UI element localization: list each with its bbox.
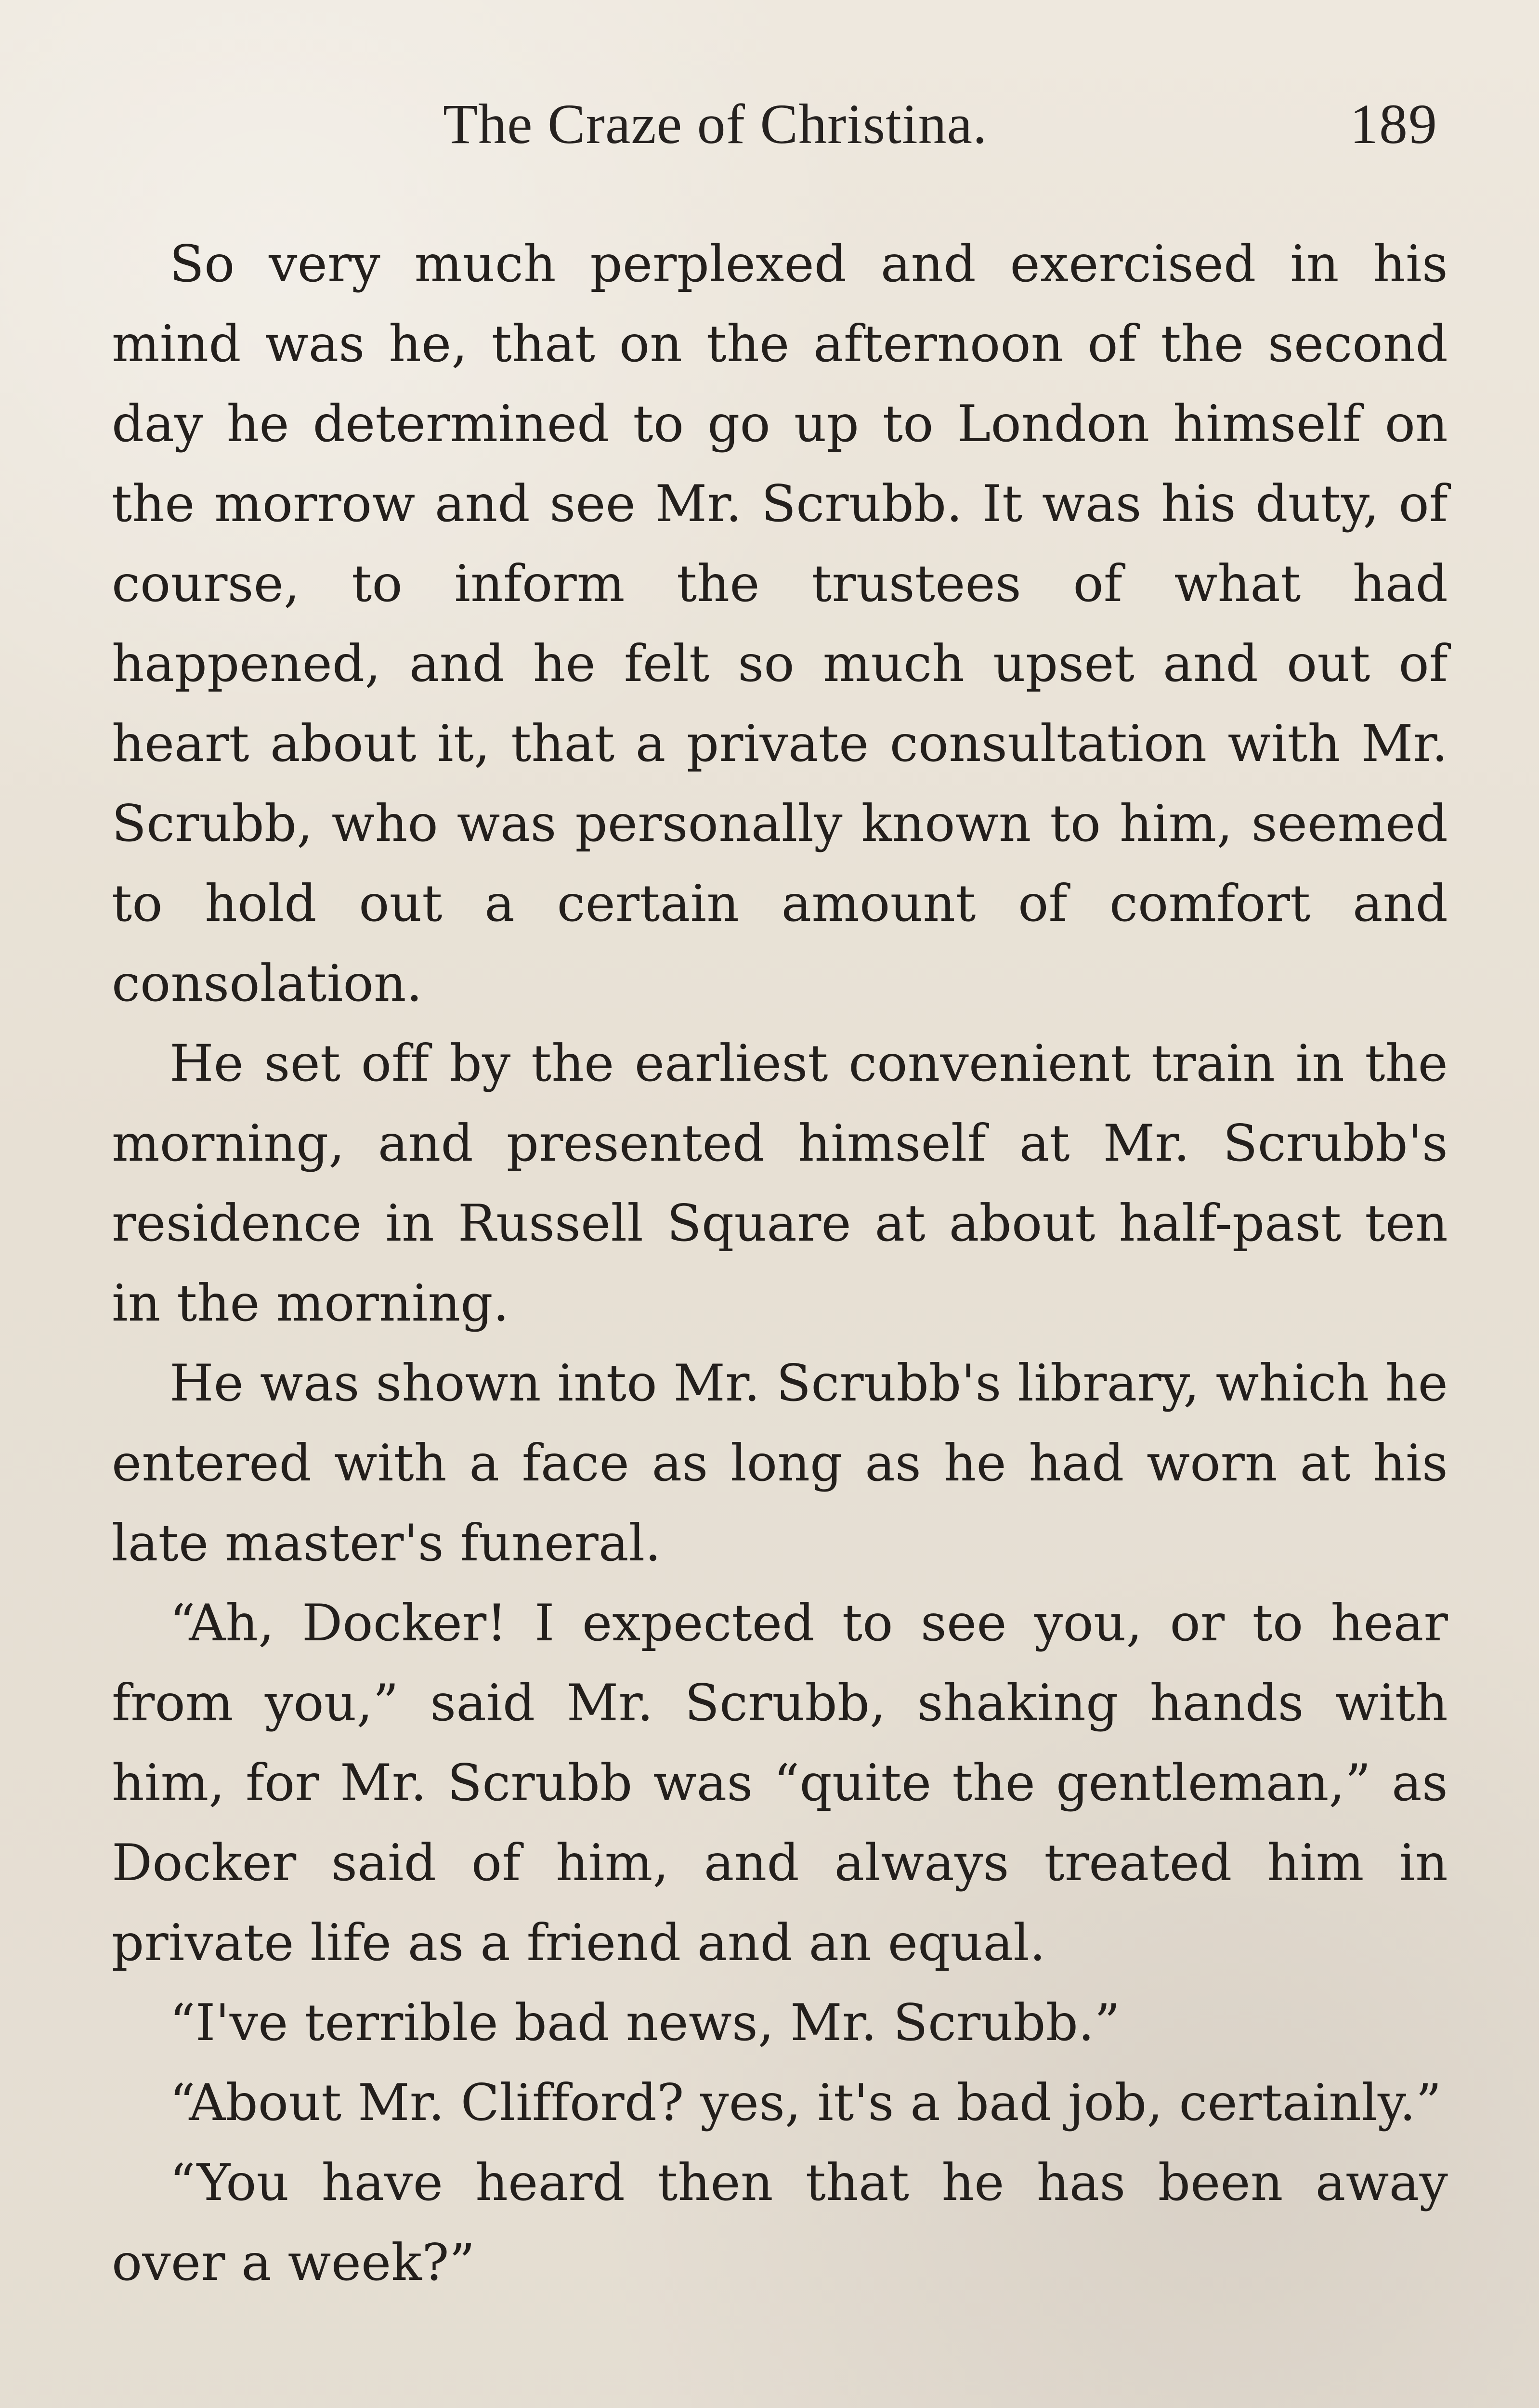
paragraph-5: “I've terrible bad news, Mr. Scrubb.” xyxy=(170,1993,1121,2052)
page-number: 189 xyxy=(1350,92,1438,156)
paragraph-4: “Ah, Docker! I expected to see you, or to hear from you,” said Mr. Scrubb, shaking hands with him, for Mr. Scrubb was “quite the gentleman,” as Docker said of him, and always treated him in private life as a friend and an equal. xyxy=(112,1594,1448,1972)
paragraph-7: “You have heard then that he has been away over a week?” xyxy=(112,2153,1448,2292)
paragraph-2: He set off by the earliest convenient train in the morning, and presented himself at Mr. Scrubb's residence in Russell Square at about half-past ten in the morning. xyxy=(112,1034,1448,1333)
body-text xyxy=(112,224,1448,2303)
page-header xyxy=(111,92,1438,173)
running-title: The Craze of Christina. xyxy=(443,92,988,156)
paragraph-1: So very much perplexed and exercised in his mind was he, that on the afternoon of the second day he determined to go up to London himself on the morrow and see Mr. Scrubb. It was his duty, of course, to inform the trustees of what had happened, and he felt so much upset and out of heart about it, that a private consultation with Mr. Scrubb, who was personally known to him, seemed to hold out a certain amount of comfort and consolation. xyxy=(112,235,1448,1013)
paragraph-6: “About Mr. Clifford? yes, it's a bad job, certainly.” xyxy=(170,2073,1442,2132)
paragraph-3: He was shown into Mr. Scrubb's library, which he entered with a face as long as he had worn at his late master's funeral. xyxy=(112,1354,1448,1572)
